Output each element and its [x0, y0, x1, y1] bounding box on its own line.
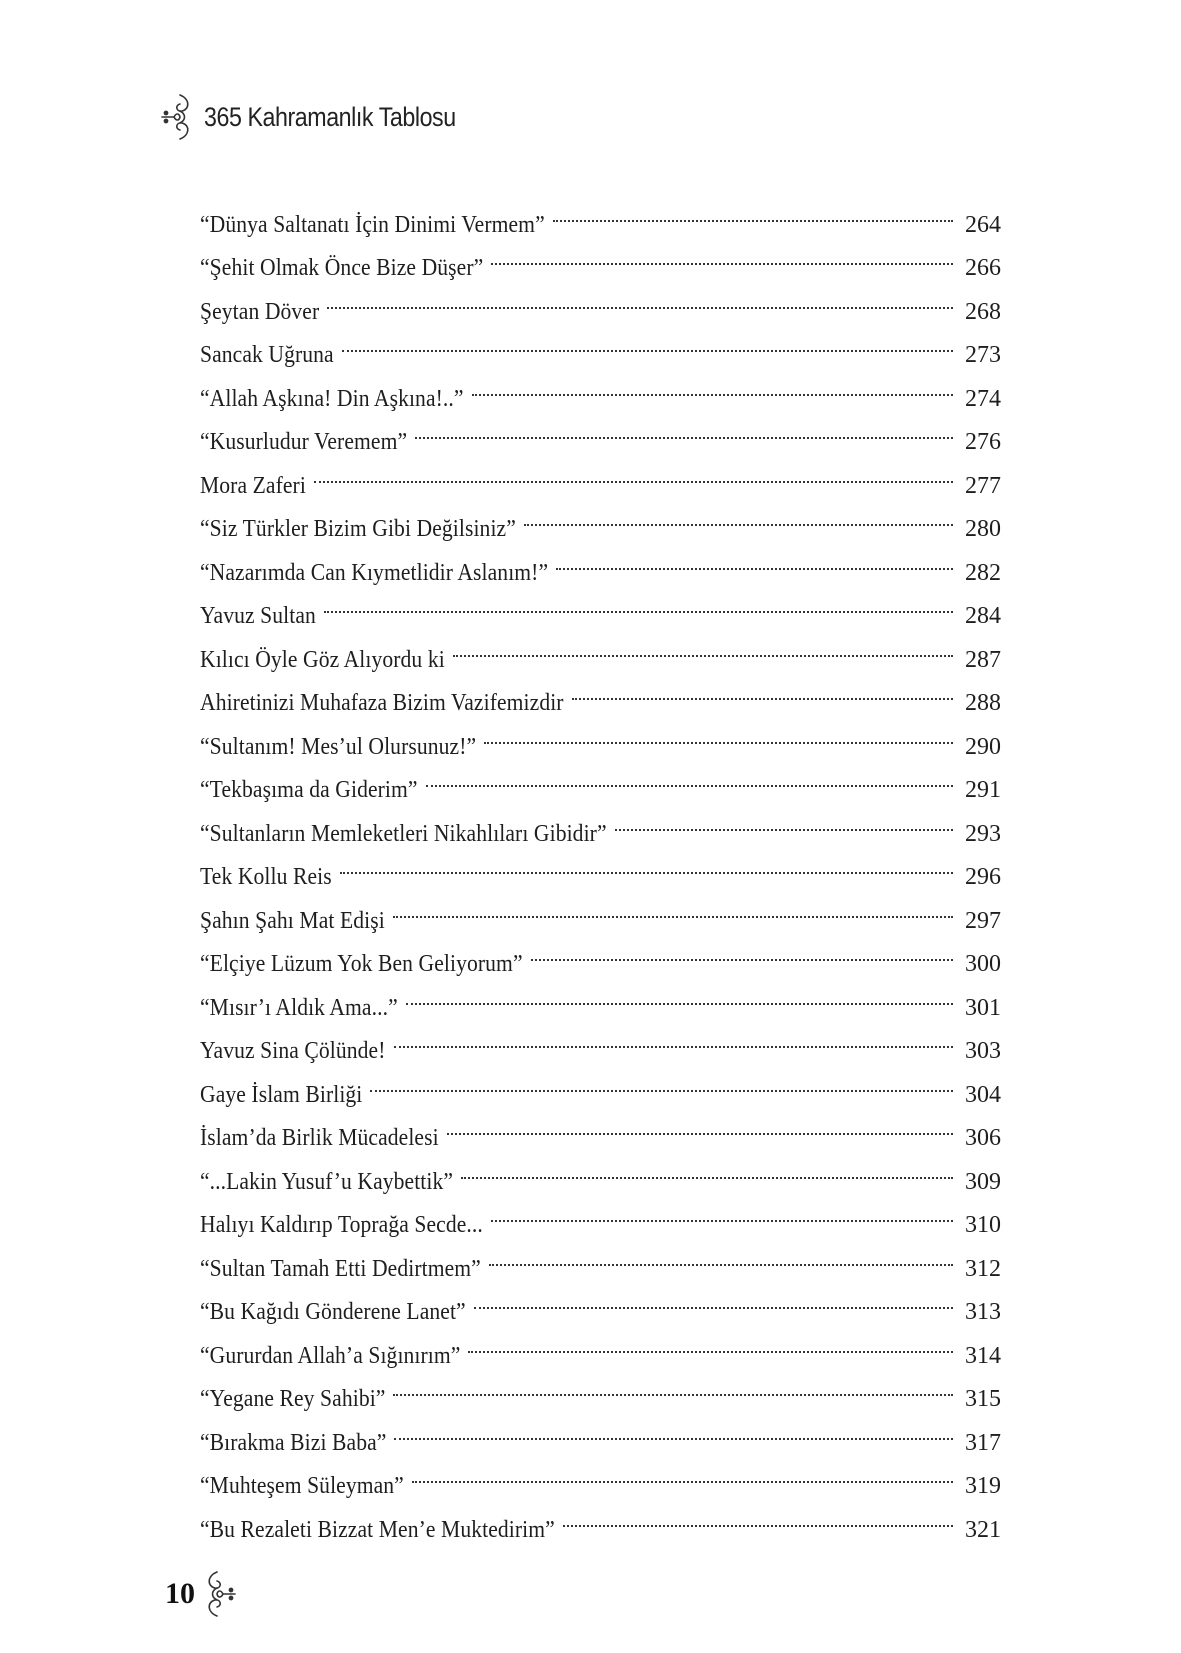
toc-entry-title: “Dünya Saltanatı İçin Dinimi Vermem” [200, 211, 545, 238]
toc-entry-title: Mora Zaferi [200, 472, 306, 499]
toc-entry-title: Sancak Uğruna [200, 342, 334, 368]
toc-entry-title: “Elçiye Lüzum Yok Ben Geliyorum” [200, 951, 523, 977]
dot-leader [524, 493, 953, 537]
toc-entry-title: “Allah Aşkına! Din Aşkına!..” [200, 385, 464, 412]
toc-entry-title: “Şehit Olmak Önce Bize Düşer” [200, 255, 484, 281]
toc-entry-title: “Sultanların Memleketleri Nikahlıları Gibidir” [200, 820, 607, 847]
toc-entry-title: “...Lakin Yusuf’u Kaybettik” [200, 1168, 454, 1195]
dot-leader [415, 406, 953, 450]
dot-leader [393, 884, 953, 928]
dot-leader [412, 1450, 953, 1494]
toc-entry-title: “Bırakma Bizi Baba” [200, 1429, 387, 1456]
floral-scroll-ornament-icon [160, 91, 200, 143]
dot-leader [327, 275, 953, 319]
toc-entry-page: 303 [965, 1038, 1001, 1064]
dot-leader [393, 1363, 953, 1407]
toc-entry-page: 304 [965, 1081, 1001, 1108]
dot-leader [484, 710, 953, 754]
dot-leader [461, 1145, 953, 1189]
toc-entry-title: “Tekbaşıma da Giderim” [200, 777, 418, 803]
page-footer [165, 1568, 241, 1620]
dot-leader [370, 1058, 953, 1102]
toc-entry-page: 306 [965, 1125, 1001, 1151]
dot-leader [324, 580, 953, 624]
dot-leader [556, 536, 953, 580]
toc-entry-page: 314 [965, 1342, 1001, 1369]
toc-entry-title: “Mısır’ı Aldık Ama...” [200, 994, 398, 1021]
toc-entry-page: 312 [965, 1255, 1001, 1282]
toc-entry-page: 297 [965, 907, 1001, 934]
dot-leader [472, 362, 953, 406]
dot-leader [394, 1406, 953, 1450]
toc-entry-page: 309 [965, 1168, 1001, 1195]
toc-entry-page: 317 [965, 1429, 1001, 1456]
dot-leader [468, 1319, 953, 1363]
toc-entry-title: “Nazarımda Can Kıymetlidir Aslanım!” [200, 559, 549, 586]
toc-entry-title: “Bu Rezaleti Bizzat Men’e Muktedirim” [200, 1516, 555, 1543]
running-title: 365 Kahramanlık Tablosu [204, 101, 456, 132]
toc-entry-page: 277 [965, 472, 1001, 499]
toc-entry-page: 282 [965, 559, 1001, 586]
toc-entry-page: 296 [965, 864, 1001, 890]
toc-entry-page: 310 [965, 1212, 1001, 1238]
toc-entry-page: 321 [965, 1516, 1001, 1543]
toc-entry-title: “Muhteşem Süleyman” [200, 1473, 404, 1499]
toc-entry-title: “Siz Türkler Bizim Gibi Değilsiniz” [200, 516, 516, 542]
toc-entry [200, 188, 1001, 238]
toc-entry-page: 266 [965, 255, 1001, 281]
dot-leader [489, 1232, 953, 1276]
toc-entry-title: Halıyı Kaldırıp Toprağa Secde... [200, 1212, 483, 1238]
dot-leader [572, 667, 953, 711]
toc-entry [200, 623, 1001, 673]
toc-entry-page: 268 [965, 298, 1001, 325]
toc-entry-title: “Sultan Tamah Etti Dedirtmem” [200, 1255, 481, 1282]
toc-entry-page: 273 [965, 342, 1001, 368]
dot-leader [563, 1493, 953, 1537]
toc-entry-page: 276 [965, 429, 1001, 455]
dot-leader [531, 928, 953, 972]
toc-entry-title: “Yegane Rey Sahibi” [200, 1386, 386, 1412]
toc-entry-title: Şahın Şahı Mat Edişi [200, 907, 385, 934]
toc-entry [200, 319, 1001, 368]
toc-entry-page: 319 [965, 1473, 1001, 1499]
toc-entry-title: Gaye İslam Birliği [200, 1081, 363, 1108]
toc-entry-page: 280 [965, 516, 1001, 542]
dot-leader [447, 1102, 953, 1146]
toc-entry-page: 284 [965, 603, 1001, 629]
dot-leader [342, 319, 953, 363]
dot-leader [340, 841, 953, 885]
dot-leader [491, 232, 953, 276]
toc-entry-title: Şeytan Döver [200, 298, 320, 325]
dot-leader [615, 797, 953, 841]
dot-leader [474, 1276, 953, 1320]
toc-entry-page: 313 [965, 1299, 1001, 1325]
dot-leader [406, 971, 953, 1015]
toc-entry-title: “Kusurludur Veremem” [200, 429, 408, 455]
toc-entry-title: “Bu Kağıdı Gönderene Lanet” [200, 1299, 466, 1325]
toc-entry-title: “Sultanım! Mes’ul Olursunuz!” [200, 733, 477, 760]
toc-entry-title: Yavuz Sultan [200, 603, 316, 629]
dot-leader [394, 1015, 954, 1059]
toc-entry-page: 288 [965, 690, 1001, 716]
floral-scroll-ornament-icon [197, 1568, 237, 1620]
table-of-contents [200, 188, 1001, 1543]
toc-entry-title: Yavuz Sina Çölünde! [200, 1038, 386, 1064]
toc-entry [200, 493, 1001, 542]
toc-entry-page: 293 [965, 820, 1001, 847]
toc-entry-title: Tek Kollu Reis [200, 864, 332, 890]
toc-entry-page: 287 [965, 646, 1001, 673]
dot-leader [491, 1189, 953, 1233]
toc-entry-title: Kılıcı Öyle Göz Alıyordu ki [200, 646, 445, 673]
toc-entry-page: 315 [965, 1386, 1001, 1412]
toc-entry-title: “Gururdan Allah’a Sığınırım” [200, 1342, 461, 1369]
page-number: 10 [165, 1577, 195, 1610]
toc-entry-title: İslam’da Birlik Mücadelesi [200, 1125, 439, 1151]
toc-entry [200, 449, 1001, 499]
dot-leader [314, 449, 953, 493]
toc-entry-page: 274 [965, 385, 1001, 412]
toc-entry [200, 884, 1001, 934]
toc-entry-page: 290 [965, 733, 1001, 760]
dot-leader [453, 623, 953, 667]
toc-entry-title: Ahiretinizi Muhafaza Bizim Vazifemizdir [200, 690, 564, 716]
dot-leader [426, 754, 953, 798]
running-header [160, 92, 497, 142]
toc-entry-page: 300 [965, 951, 1001, 977]
toc-entry-page: 291 [965, 777, 1001, 803]
toc-entry-page: 301 [965, 994, 1001, 1021]
toc-entry-page: 264 [965, 211, 1001, 238]
dot-leader [553, 188, 953, 232]
